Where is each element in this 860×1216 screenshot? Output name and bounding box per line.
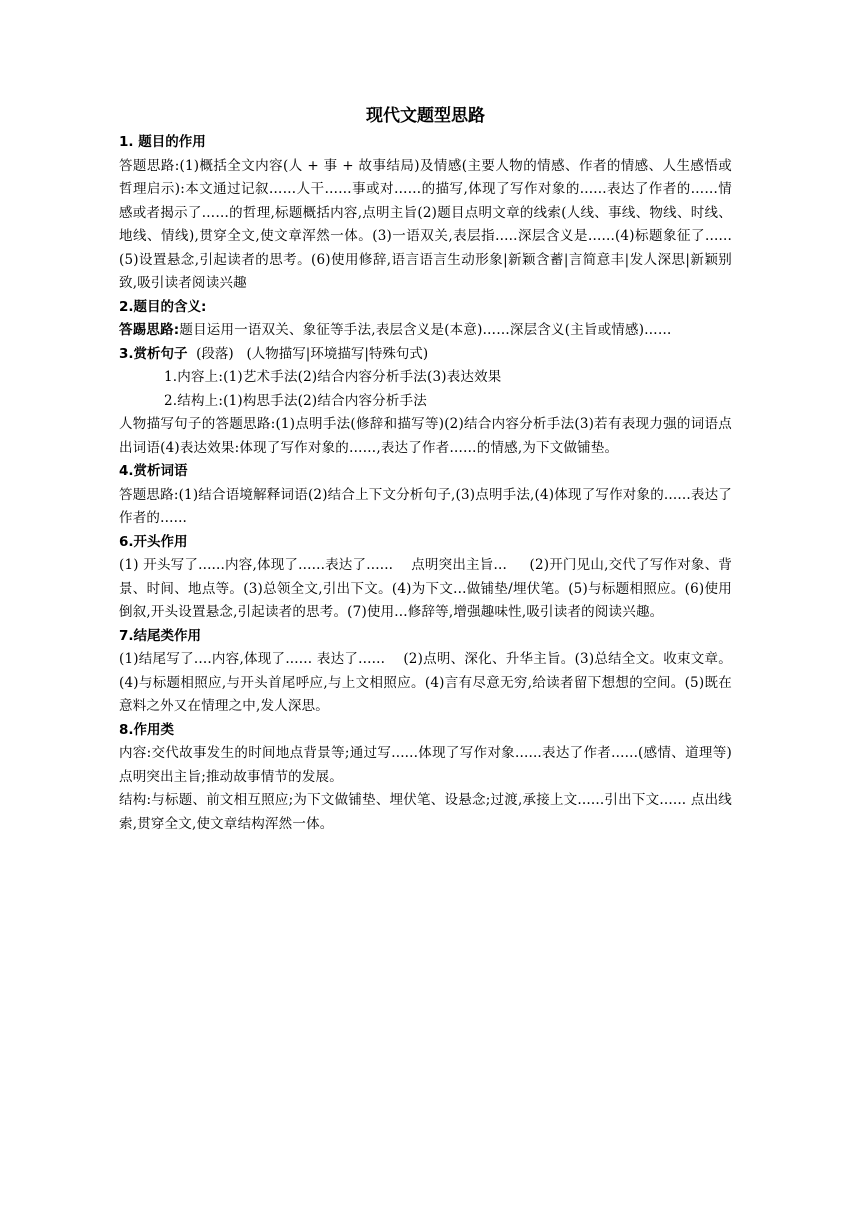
section-text-title-meaning: [119, 319, 732, 343]
section-heading-sentence-analysis: [119, 343, 732, 367]
section-text-function-content: 内容:交代故事发生的时间地点背景等;通过写......体现了写作对象......表达了作者......(感情、道理等)点明突出主旨;推动故事情节的发展。: [119, 745, 732, 785]
section-text-word-analysis: 答题思路:(1)结合语境解释词语(2)结合上下文分析句子,(3)点明手法,(4)体现了写作对象的......表达了作者的......: [119, 486, 732, 526]
section-heading-word-analysis: 4.赏析词语: [119, 463, 188, 479]
section-text-title-function: 答题思路:(1)概括全文内容(人 + 事 + 故事结局)及情感(主要人物的情感、作者的情感、人生感悟或哲理启示):本文通过记叙……人干……事或对……的描写,体现了写作对象的......表达了作者的……情感或者揭示了……的哲理,标题概括内容,点明主旨(2)题目点明文章的线索(人线、事线、物线、时线、地线、情线),贯穿全文,使文章浑然一体。(3)一语双关,表层指.....深层含义是......(4)标题象征了......(5)设置悬念,引起读者的思考。(6)使用修辞,语言语言生动形象|新颖含蓄|言简意丰|发人深思|新颖别致,吸引读者阅读兴趣: [119, 157, 732, 291]
section-text-character-sentences: 人物描写句子的答题思路:(1)点明手法(修辞和描写等)(2)结合内容分析手法(3)若有表现力强的词语点出词语(4)表达效果:体现了写作对象的……,表达了作者……的情感,为下文做铺垫。: [119, 416, 732, 456]
sentence-analysis-scope: (段落) (人物描写|环境描写|特殊句式): [187, 345, 429, 362]
sentence-analysis-item-structure: 2.结构上:(1)构思手法(2)结合内容分析手法: [164, 392, 427, 409]
document-body: [119, 104, 732, 836]
answer-approach-label: 答踢思路:: [119, 322, 180, 338]
section-heading-function-type: 8.作用类: [119, 721, 175, 738]
section-text-ending-function: (1)结尾写了....内容,体现了...... 表达了...... (2)点明、深化、升华主旨。(3)总结全文。收束文章。(4)与标题相照应,与开头首尾呼应,与上文相照应。(4)言有尽意无穷,给读者留下想想的空间。(5)既在意料之外又在情理之中,发人深思。: [119, 651, 732, 714]
section-heading-title-function: 1. 题目的作用: [119, 134, 206, 150]
section-heading-title-meaning: 2.题目的含义:: [119, 298, 207, 315]
section-text-opening-function: (1) 开头写了......内容,体现了......表达了...... 点明突出主旨... (2)开门见山,交代了写作对象、背景、时间、地点等。(3)总领全文,引出下文。(4)为下文...做铺垫/埋伏笔。(5)与标题相照应。(6)使用倒叙,开头设置悬念,引起读者的思考。(7)使用...修辞等,增强趣味性,吸引读者的阅读兴趣。: [119, 557, 732, 620]
section-heading-ending-function: 7.结尾类作用: [119, 627, 202, 644]
sentence-analysis-label: 3.赏析句子: [119, 345, 188, 362]
section-text-function-structure: 结构:与标题、前文相互照应;为下文做铺垫、埋伏笔、设悬念;过渡,承接上文......引出下文...... 点出线索,贯穿全文,使文章结构浑然一体。: [119, 792, 732, 832]
document-title: 现代文题型思路: [366, 106, 485, 126]
sentence-analysis-item-content: 1.内容上:(1)艺术手法(2)结合内容分析手法(3)表达效果: [164, 369, 502, 385]
answer-approach-text: 题目运用一语双关、象征等手法,表层含义是(本意)……深层含义(主旨或情感)……: [179, 322, 672, 338]
section-heading-opening-function: 6.开头作用: [119, 533, 188, 550]
